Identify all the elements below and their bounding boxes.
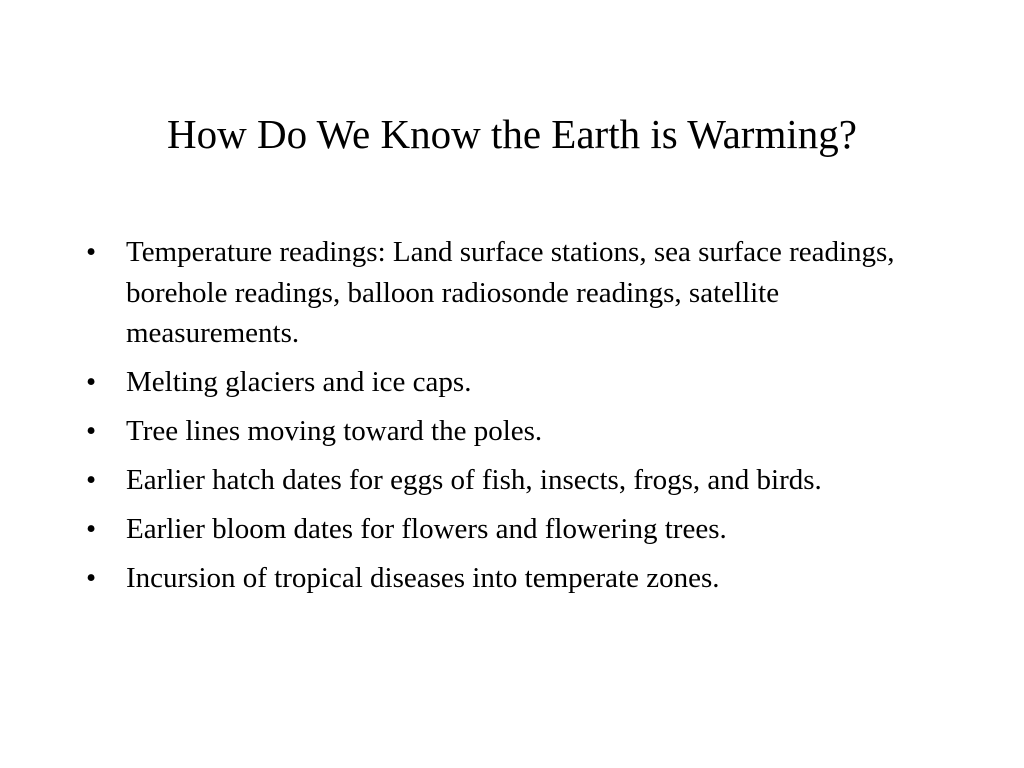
bullet-item-hatch-dates: [86, 460, 936, 501]
bullet-text: Temperature readings: Land surface stations, sea surface readings, borehole readings, balloon radiosonde readings, satellite measurements.: [126, 236, 895, 349]
bullet-item-melting-glaciers: [86, 362, 936, 403]
bullet-item-tree-lines: [86, 411, 936, 452]
slide-title: How Do We Know the Earth is Warming?: [167, 111, 857, 157]
bullet-list: [86, 232, 936, 607]
bullet-icon: •: [86, 236, 97, 268]
bullet-icon: •: [86, 366, 97, 398]
bullet-item-temperature-readings: [86, 232, 936, 354]
bullet-text: Earlier hatch dates for eggs of fish, insects, frogs, and birds.: [126, 464, 822, 496]
bullet-text: Melting glaciers and ice caps.: [126, 366, 472, 398]
bullet-text: Tree lines moving toward the poles.: [126, 415, 543, 447]
bullet-item-bloom-dates: [86, 509, 936, 550]
bullet-icon: •: [86, 513, 97, 545]
bullet-text: Incursion of tropical diseases into temperate zones.: [126, 562, 720, 594]
bullet-item-tropical-diseases: [86, 558, 936, 599]
bullet-icon: •: [86, 415, 97, 447]
bullet-icon: •: [86, 562, 97, 594]
bullet-icon: •: [86, 464, 97, 496]
bullet-text: Earlier bloom dates for flowers and flowering trees.: [126, 513, 727, 545]
